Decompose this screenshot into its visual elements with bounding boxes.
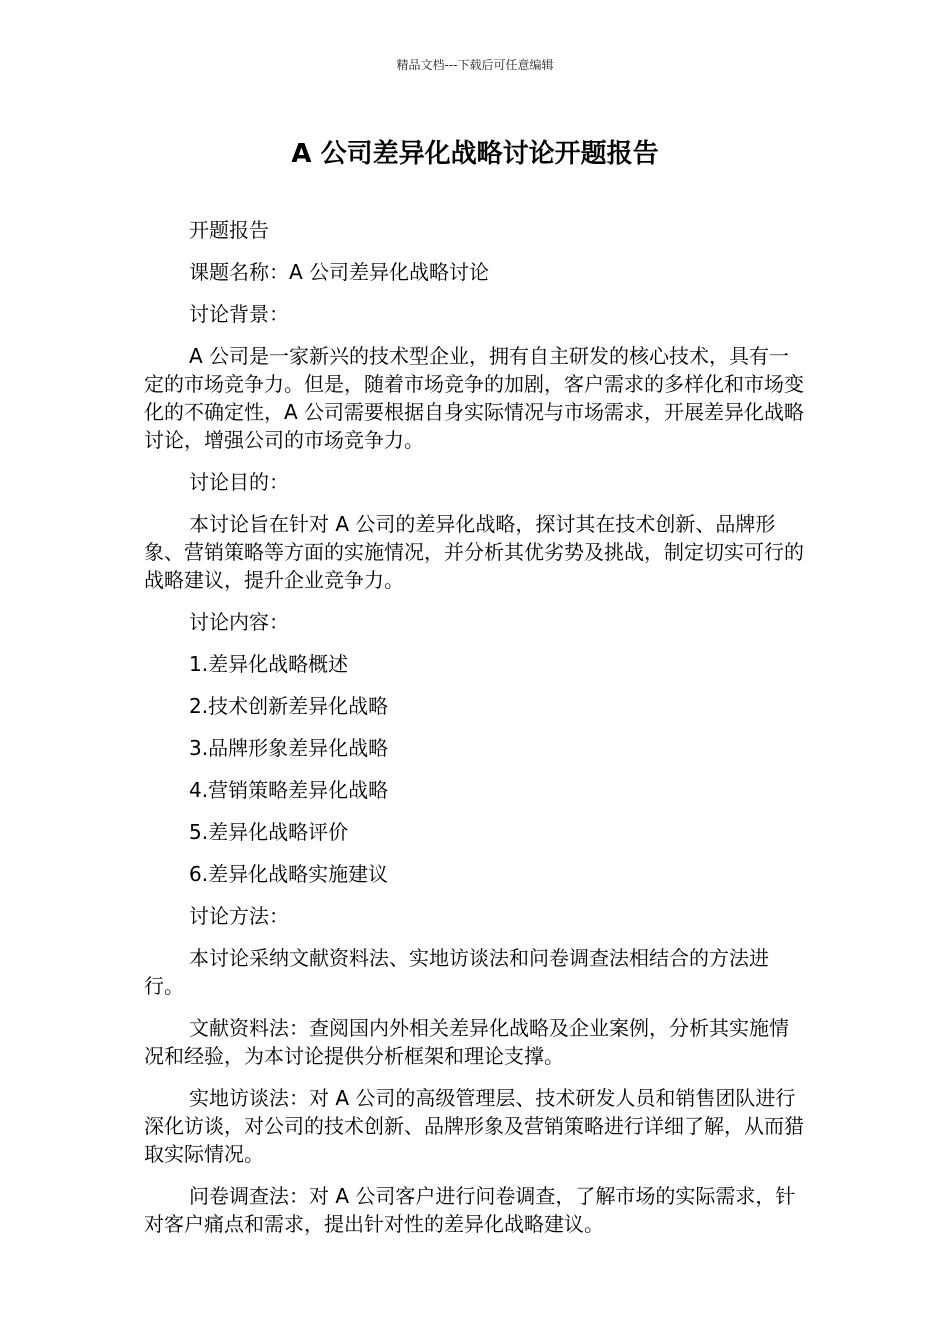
list-item-content-6: 6.差异化战略实施建议 xyxy=(189,862,389,886)
paragraph-method-overview: 本讨论采纳文献资料法、实地访谈法和问卷调查法相结合的方法进行。 xyxy=(144,946,769,998)
paragraph-background: A 公司是一家新兴的技术型企业，拥有自主研发的核心技术，具有一定的市场竞争力。但是，随着市场竞争的加剧，客户需求的多样化和市场变化的不确定性，A 公司需要根据自身实际情况与市场需求，开展差异化战略讨论，增强公司的市场竞争力。 xyxy=(144,344,805,452)
list-item-content-4: 4.营销策略差异化战略 xyxy=(189,778,389,802)
heading-method: 讨论方法： xyxy=(189,904,289,928)
list-item-content-3: 3.品牌形象差异化战略 xyxy=(189,736,389,760)
document-body xyxy=(144,216,808,1252)
paragraph-method-survey: 问卷调查法：对 A 公司客户进行问卷调查，了解市场的实际需求，针对客户痛点和需求，提出针对性的差异化战略建议。 xyxy=(144,1184,796,1236)
list-item-content-2: 2.技术创新差异化战略 xyxy=(189,694,389,718)
paragraph-method-interview: 实地访谈法：对 A 公司的高级管理层、技术研发人员和销售团队进行深化访谈，对公司的技术创新、品牌形象及营销策略进行详细了解，从而猎取实际情况。 xyxy=(144,1086,804,1166)
list-item-content-5: 5.差异化战略评价 xyxy=(189,820,349,844)
heading-purpose: 讨论目的： xyxy=(189,470,289,494)
paragraph-topic-name: 课题名称：A 公司差异化战略讨论 xyxy=(189,260,490,284)
heading-background: 讨论背景： xyxy=(189,302,289,326)
paragraph-method-literature: 文献资料法：查阅国内外相关差异化战略及企业案例，分析其实施情况和经验，为本讨论提供分析框架和理论支撑。 xyxy=(144,1016,789,1068)
list-item-content-1: 1.差异化战略概述 xyxy=(189,652,349,676)
heading-content: 讨论内容： xyxy=(189,610,289,634)
document-title: A 公司差异化战略讨论开题报告 xyxy=(291,139,659,169)
paragraph-purpose: 本讨论旨在针对 A 公司的差异化战略，探讨其在技术创新、品牌形象、营销策略等方面的实施情况，并分析其优劣势及挑战，制定切实可行的战略建议，提升企业竞争力。 xyxy=(144,512,804,592)
paragraph-report-label: 开题报告 xyxy=(189,218,269,242)
header-note: 精品文档---下载后可任意编辑 xyxy=(396,58,554,72)
